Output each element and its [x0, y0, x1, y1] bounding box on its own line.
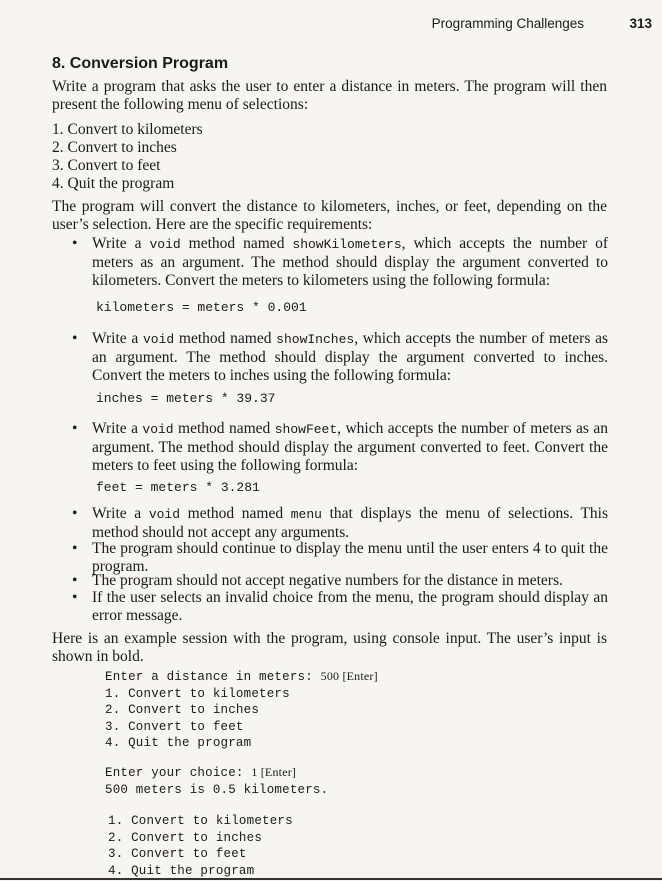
requirements-intro: The program will convert the distance to kilometers, inches, or feet, depending on the user’s selection. Here are the specific requirements:: [52, 198, 607, 233]
bullet-dot: •: [72, 505, 78, 522]
session-menu-line: 3. Convert to feet: [108, 847, 247, 861]
section-title: 8. Conversion Program: [52, 55, 229, 72]
session-menu-line: 2. Convert to inches: [105, 703, 260, 717]
bullet-invalid-choice: • If the user selects an invalid choice from the menu, the program should display an error message.: [72, 589, 608, 624]
menu-item-1: 1. Convert to kilometers: [52, 121, 203, 138]
running-head: Programming Challenges: [431, 16, 584, 31]
session-menu-line: 4. Quit the program: [108, 863, 255, 878]
session-prompt-choice: Enter your choice: 1 [Enter]: [105, 765, 297, 780]
session-prompt-distance: Enter a distance in meters: 500 [Enter]: [105, 669, 378, 684]
formula-feet: feet = meters * 3.281: [96, 480, 260, 495]
formula-inches: inches = meters * 39.37: [96, 391, 276, 406]
session-result: 500 meters is 0.5 kilometers.: [105, 782, 329, 797]
intro-paragraph: Write a program that asks the user to enter a distance in meters. The program will then present the following menu of selections:: [52, 78, 607, 113]
example-session: [105, 668, 378, 752]
menu-item-4: 4. Quit the program: [52, 175, 175, 192]
bullet-dot: •: [72, 235, 78, 252]
page-number: 313: [629, 16, 652, 31]
session-menu-line: 1. Convert to kilometers: [108, 814, 293, 828]
session-menu-line: 4. Quit the program: [105, 736, 252, 750]
example-intro: Here is an example session with the program, using console input. The user’s input is shown in bold.: [52, 630, 607, 665]
example-session-menu-repeat: [108, 813, 293, 879]
session-menu-line: 3. Convert to feet: [105, 719, 244, 734]
bullet-dot: •: [72, 330, 78, 347]
bullet-show-inches: • Write a void method named showInches, which accepts the number of meters as an argument. The method should display the argument converted to inches. Convert the meters to inches using the following formula:: [72, 330, 608, 384]
bullet-loop-until-quit: • The program should continue to display the menu until the user enters 4 to quit the program.: [72, 540, 608, 575]
bullet-menu-method: • Write a void method named menu that displays the menu of selections. This method should not accept any arguments.: [72, 505, 609, 541]
page-bottom-rule: [0, 878, 662, 880]
menu-item-3: 3. Convert to feet: [52, 157, 161, 174]
bullet-dot: •: [72, 540, 78, 557]
session-menu-line: 1. Convert to kilometers: [105, 686, 290, 701]
menu-list: [52, 121, 203, 193]
example-session-choice: [105, 764, 328, 798]
bullet-dot: •: [72, 572, 78, 589]
formula-kilometers: kilometers = meters * 0.001: [96, 300, 307, 315]
bullet-dot: •: [72, 420, 78, 437]
bullet-show-kilometers: • Write a void method named showKilometers, which accepts the number of meters as an argument. The method should display the argument converted to kilometers. Convert the meters to kilometers using the following formula:: [72, 235, 609, 289]
menu-item-2: 2. Convert to inches: [52, 139, 177, 156]
bullet-show-feet: • Write a void method named showFeet, which accepts the number of meters as an argument. The method should display the argument converted to feet. Convert the meters to feet using the following formula:: [72, 420, 609, 474]
bullet-no-negative: • The program should not accept negative numbers for the distance in meters.: [72, 572, 563, 589]
session-menu-line: 2. Convert to inches: [108, 830, 263, 845]
bullet-dot: •: [72, 589, 78, 606]
